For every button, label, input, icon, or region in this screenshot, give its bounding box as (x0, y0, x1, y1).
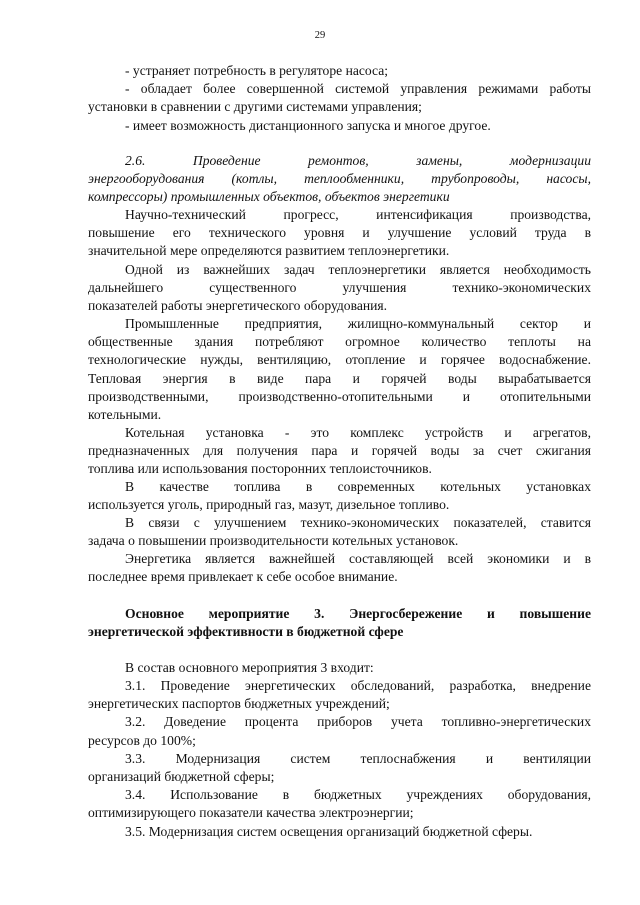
bullet-line: установки в сравнении с другими системами управления; (88, 99, 422, 115)
list-item-line: 3.1. Проведение энергетических обследований, разработка, внедрение (125, 678, 591, 693)
list-item-line: организаций бюджетной сферы; (88, 769, 275, 785)
paragraph-line: Научно-технический прогресс, интенсификация производства, (125, 207, 591, 222)
list-item (88, 677, 591, 713)
body-paragraph (88, 514, 591, 550)
measure-3-heading (88, 605, 591, 641)
paragraph-line: значительной мере определяются развитием теплоэнергетики. (88, 243, 450, 259)
paragraph-line: котельными. (88, 407, 162, 423)
paragraph-line: повышение его технического уровня и улучшение условий труда в (88, 225, 591, 241)
page-number: 29 (314, 30, 326, 41)
body-paragraph (88, 261, 591, 316)
paragraph-line: В состав основного мероприятия 3 входит: (125, 660, 374, 675)
body-paragraph (88, 206, 591, 261)
paragraph-line: Котельная установка - это комплекс устройств и агрегатов, (125, 425, 591, 440)
list-item (88, 713, 591, 749)
bullet-line: - устраняет потребность в регуляторе насоса; (125, 63, 389, 78)
heading-line: Основное мероприятие 3. Энергосбережение и повышение (125, 606, 591, 621)
list-item (88, 823, 591, 841)
measure-list (88, 677, 591, 841)
list-item (88, 786, 591, 822)
heading-line: компрессоры) промышленных объектов, объектов энергетики (88, 189, 450, 205)
paragraph-line: предназначенных для получения пара и горячей воды за счет сжигания (88, 443, 591, 459)
intro-bullet-list (88, 62, 591, 135)
list-item-line: ресурсов до 100%; (88, 732, 196, 748)
paragraph-line: Промышленные предприятия, жилищно-коммунальный сектор и (125, 316, 591, 331)
list-item-line: 3.5. Модернизация систем освещения организаций бюджетной сферы. (125, 823, 533, 839)
list-item (88, 750, 591, 786)
list-item-line: 3.4. Использование в бюджетных учреждениях оборудования, (125, 787, 591, 803)
list-intro (88, 659, 591, 677)
paragraph-line: общественные здания потребляют огромное количество теплоты на (88, 334, 591, 350)
heading-line: 2.6. Проведение ремонтов, замены, модернизации (125, 153, 591, 168)
paragraph-line: задача о повышении производительности котельных установок. (88, 533, 459, 549)
list-item-line: 3.2. Доведение процента приборов учета топливно-энергетических (125, 714, 591, 730)
paragraph-line: Тепловая энергия в виде пара и горячей воды вырабатывается (88, 370, 591, 386)
section-heading-2-6 (88, 152, 591, 207)
body-paragraph (88, 424, 591, 479)
body-paragraph (88, 478, 591, 514)
paragraph-line: используется уголь, природный газ, мазут, дизельное топливо. (88, 497, 450, 513)
bullet-line: - обладает более совершенной системой управления режимами работы (125, 81, 591, 97)
paragraph-line: В качестве топлива в современных котельных установках (125, 479, 591, 494)
list-item-line: оптимизирующего показатели качества электроэнергии; (88, 805, 414, 821)
paragraph-line: дальнейшего существенного улучшения технико-экономических (88, 280, 591, 296)
body-paragraph (88, 550, 591, 586)
list-item-line: 3.3. Модернизация систем теплоснабжения и вентиляции (125, 750, 591, 766)
heading-line: энергетической эффективности в бюджетной сфере (88, 624, 404, 640)
paragraph-line: производственными, производственно-отопительными и отопительными (88, 388, 591, 404)
paragraph-line: В связи с улучшением технико-экономических показателей, ставится (125, 515, 591, 530)
paragraph-line: технологические нужды, вентиляцию, отопление и горячее водоснабжение. (88, 352, 591, 368)
body-paragraph (88, 315, 591, 424)
bullet-line: - имеет возможность дистанционного запуска и многое другое. (125, 117, 491, 133)
paragraph-line: топлива или использования посторонних теплоисточников. (88, 461, 432, 477)
paragraph-line: последнее время привлекает к себе особое внимание. (88, 569, 398, 585)
list-item-line: энергетических паспортов бюджетных учреждений; (88, 696, 390, 712)
paragraph-line: Энергетика является важнейшей составляющей всей экономики и в (125, 551, 591, 566)
paragraph-line: показателей работы энергетического оборудования. (88, 298, 388, 314)
paragraph-line: Одной из важнейших задач теплоэнергетики является необходимость (125, 262, 591, 277)
heading-line: энергооборудования (котлы, теплообменники, трубопроводы, насосы, (88, 171, 591, 187)
